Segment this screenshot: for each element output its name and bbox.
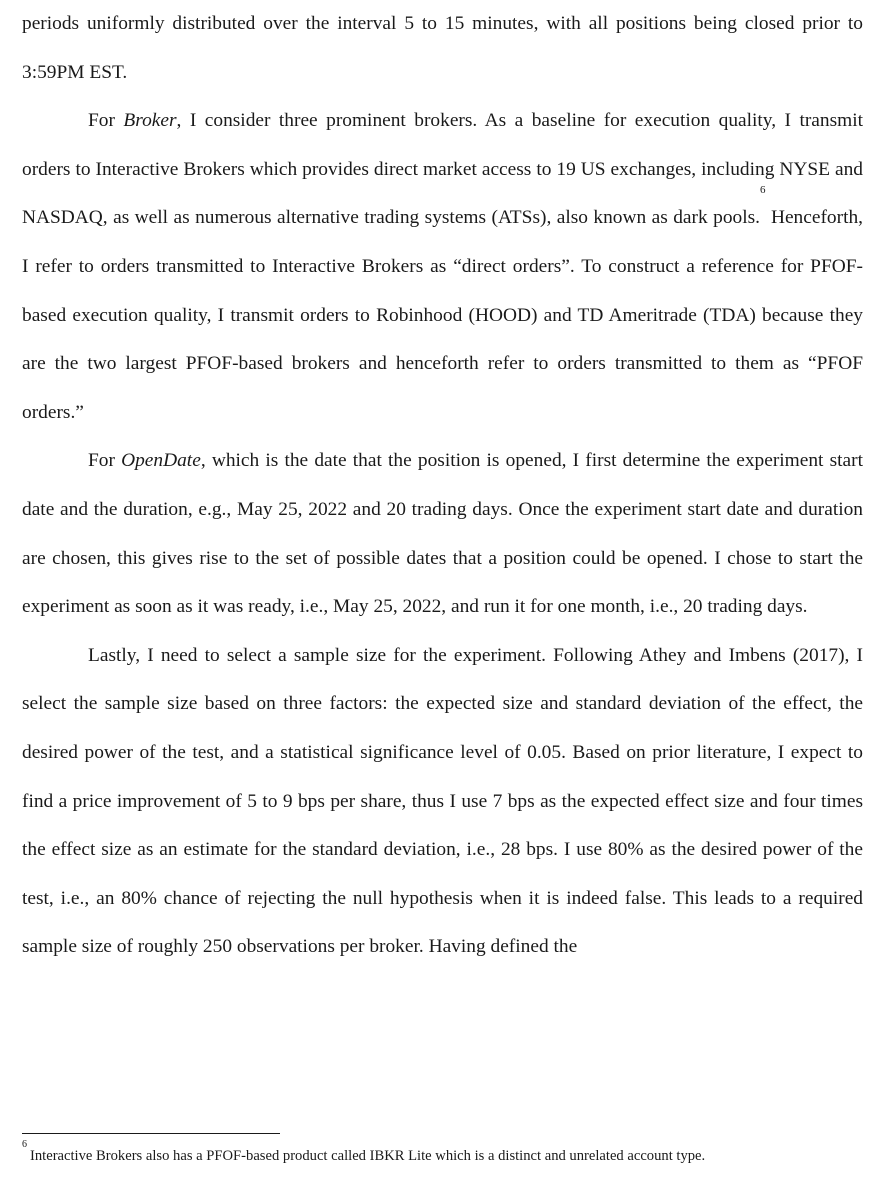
paragraph-sample-size: Lastly, I need to select a sample size for the experiment. Following Athey and Imbens (2017), I select the sample size based on three factors: the expected size and standard deviation of the effect, the desired power of the test, and a statistical significance level of 0.05. Based on prior literature, I expect to find a price improvement of 5 to 9 bps per share, thus I use 7 bps as the expected effect size and four times the effect size as an estimate for the standard deviation, i.e., 28 bps. I use 80% as the desired power of the test, i.e., an 80% chance of rejecting the null hypothesis when it is indeed false. This leads to a required sample size of roughly 250 observations per broker. Having defined the	[22, 644, 863, 958]
footnote	[22, 1139, 863, 1166]
paragraph-continuation: periods uniformly distributed over the interval 5 to 15 minutes, with all positions being closed prior to 3:59PM EST.	[22, 13, 863, 83]
term-opendate: OpenDate	[121, 450, 201, 472]
paragraph-broker: For Broker, I consider three prominent brokers. As a baseline for execution quality, I transmit orders to Interactive Brokers which provides direct market access to 19 US exchanges, including NYSE and NASDAQ, as well as numerous alternative trading systems (ATSs), also known as dark pools.$^6$ Henceforth, I refer to orders transmitted to Interactive Brokers as “direct orders”. To construct a reference for PFOF-based execution quality, I transmit orders to Robinhood (HOOD) and TD Ameritrade (TDA) because they are the two largest PFOF-based brokers and henceforth refer to orders transmitted to them as “PFOF orders.”	[22, 110, 863, 423]
footnote-divider	[22, 1133, 280, 1134]
paragraph-opendate: For OpenDate, which is the date that the position is opened, I first determine the experiment start date and the duration, e.g., May 25, 2022 and 20 trading days. Once the experiment start date and duration are chosen, this gives rise to the set of possible dates that a position could be opened. I chose to start the experiment as soon as it was ready, i.e., May 25, 2022, and run it for one month, i.e., 20 trading days.	[22, 450, 863, 618]
term-broker: Broker	[123, 110, 177, 132]
footnote-text: Interactive Brokers also has a PFOF-based product called IBKR Lite which is a distinct and unrelated account type.	[30, 1148, 706, 1164]
footnote-reference: 6	[760, 184, 766, 197]
footnote-number: 6	[22, 1139, 27, 1150]
body-text	[22, 0, 863, 972]
